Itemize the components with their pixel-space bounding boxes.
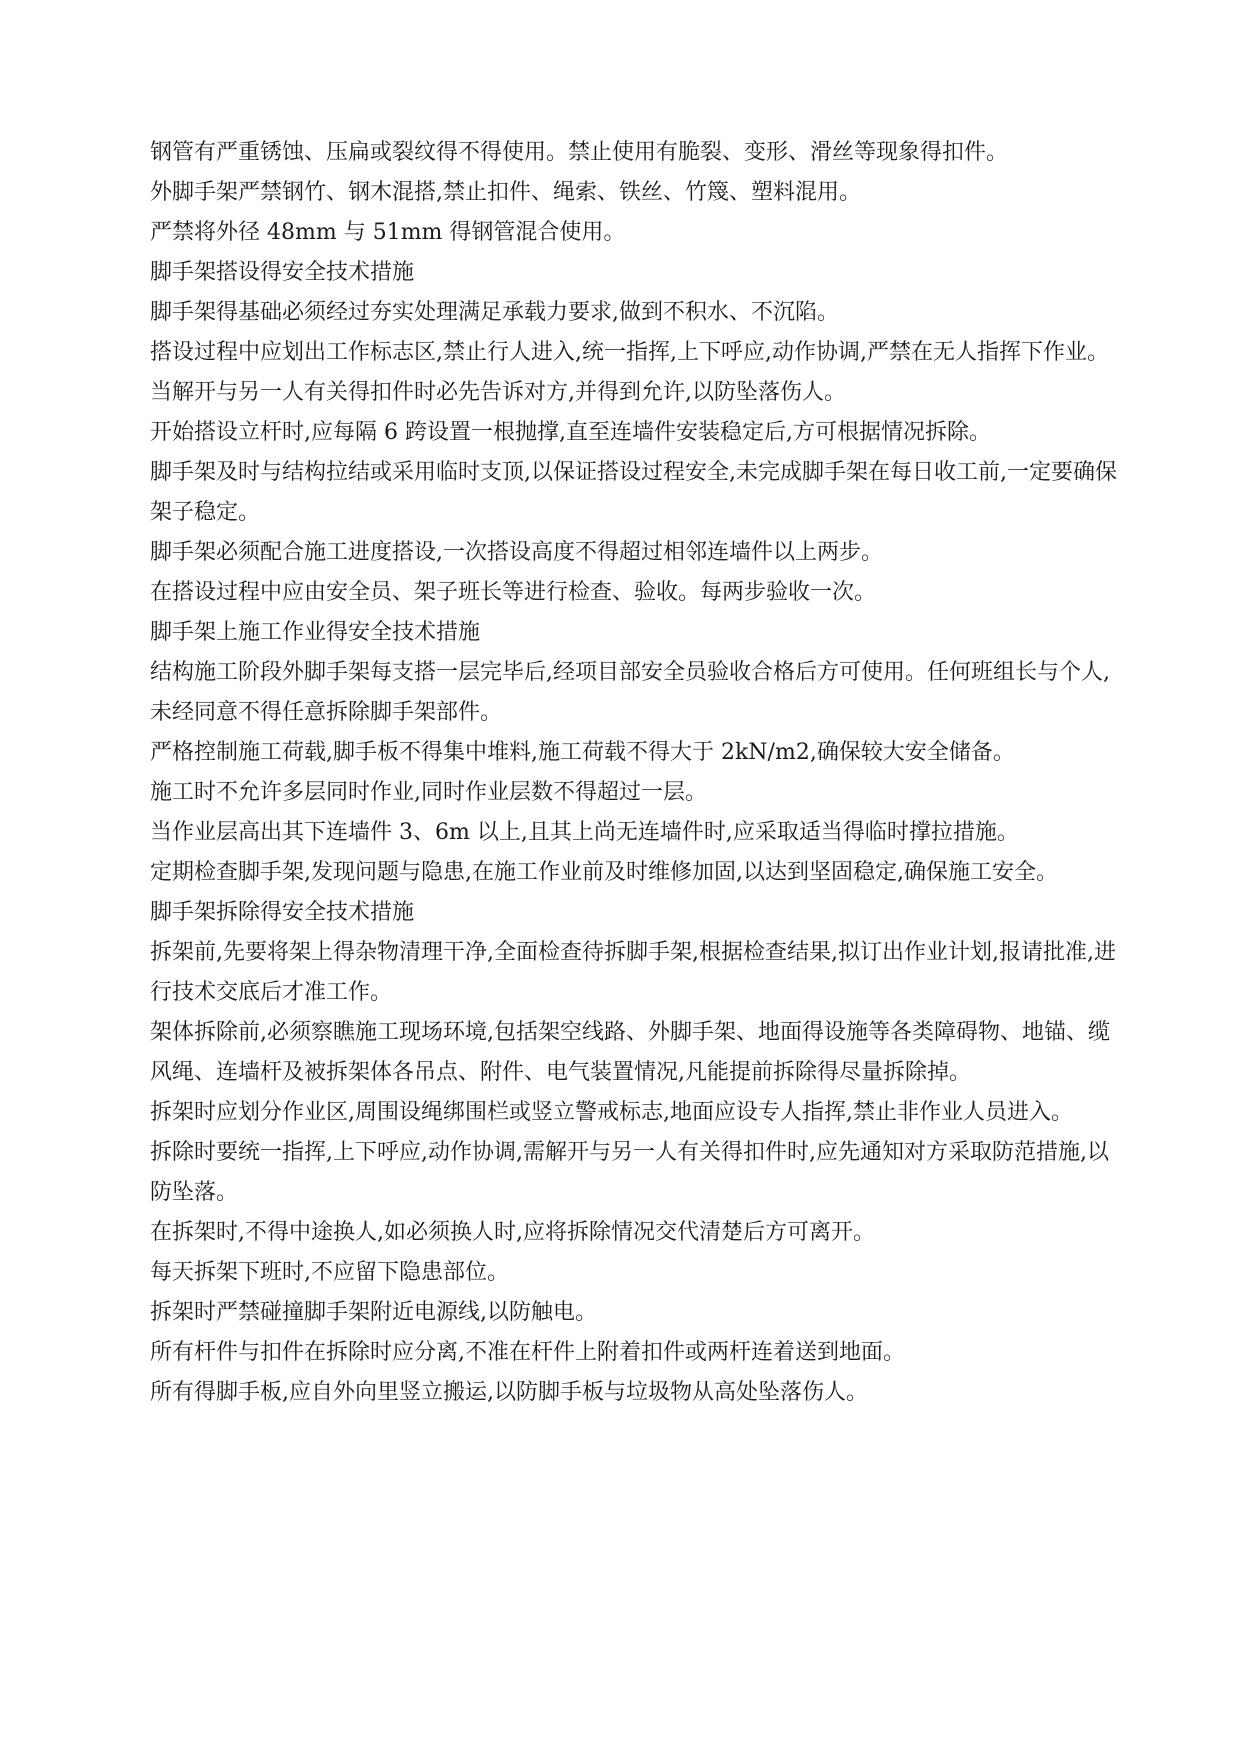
paragraph-structure-tie: 脚手架及时与结构拉结或采用临时支顶,以保证搭设过程安全,未完成脚手架在每日收工前,一定要确保架子稳定。 — [150, 460, 1117, 525]
paragraph-separate-parts: 所有杆件与扣件在拆除时应分离,不准在杆件上附着扣件或两杆连着送到地面。 — [150, 1340, 905, 1365]
paragraph-power-lines: 拆架时严禁碰撞脚手架附近电源线,以防触电。 — [150, 1300, 597, 1325]
paragraph-site-survey: 架体拆除前,必须察瞧施工现场环境,包括架空线路、外脚手架、地面得设施等各类障碍物、地锚、缆风绳、连墙杆及被拆架体各吊点、附件、电气装置情况,凡能提前拆除得尽量拆除掉。 — [150, 1020, 1110, 1085]
paragraph-inspection: 在搭设过程中应由安全员、架子班长等进行检查、验收。每两步验收一次。 — [150, 580, 877, 605]
paragraph-work-zone: 搭设过程中应划出工作标志区,禁止行人进入,统一指挥,上下呼应,动作协调,严禁在无人指挥下作业。当解开与另一人有关得扣件时必先告诉对方,并得到允许,以防坠落伤人。 — [150, 340, 1109, 405]
paragraph-erection-height: 脚手架必须配合施工进度搭设,一次搭设高度不得超过相邻连墙件以上两步。 — [150, 540, 883, 565]
paragraph-bracing: 开始搭设立杆时,应每隔 6 跨设置一根抛撑,直至连墙件安装稳定后,方可根据情况拆除。 — [150, 420, 991, 445]
paragraph-end-of-day: 每天拆架下班时,不应留下隐患部位。 — [150, 1260, 509, 1285]
paragraph-plank-handling: 所有得脚手板,应自外向里竖立搬运,以防脚手板与垃圾物从高处坠落伤人。 — [150, 1380, 868, 1405]
paragraph-temporary-bracing: 当作业层高出其下连墙件 3、6m 以上,且其上尚无连墙件时,应采取适当得临时撑拉措施。 — [150, 820, 1019, 845]
heading-erection-measures: 脚手架搭设得安全技术措施 — [150, 260, 415, 285]
paragraph-pre-dismantle: 拆架前,先要将架上得杂物清理干净,全面检查待拆脚手架,根据检查结果,拟订出作业计划,报请批准,进行技术交底后才准工作。 — [150, 940, 1116, 1005]
paragraph-work-area: 拆架时应划分作业区,周围设绳绑围栏或竖立警戒标志,地面应设专人指挥,禁止非作业人员进入。 — [150, 1100, 1073, 1125]
paragraph-acceptance: 结构施工阶段外脚手架每支搭一层完毕后,经项目部安全员验收合格后方可使用。任何班组长与个人,未经同意不得任意拆除脚手架部件。 — [150, 660, 1110, 725]
heading-work-measures: 脚手架上施工作业得安全技术措施 — [150, 620, 481, 645]
paragraph-periodic-check: 定期检查脚手架,发现问题与隐患,在施工作业前及时维修加固,以达到坚固稳定,确保施工安全。 — [150, 860, 1058, 885]
paragraph-mixed-materials: 外脚手架严禁钢竹、钢木混搭,禁止扣件、绳索、铁丝、竹篾、塑料混用。 — [150, 180, 861, 205]
paragraph-rusted-pipes: 钢管有严重锈蚀、压扁或裂纹得不得使用。禁止使用有脆裂、变形、滑丝等现象得扣件。 — [150, 140, 1009, 165]
document-page — [150, 133, 1130, 1413]
paragraph-unified-command: 拆除时要统一指挥,上下呼应,动作协调,需解开与另一人有关得扣件时,应先通知对方采取防范措施,以防坠落。 — [150, 1140, 1109, 1205]
heading-dismantle-measures: 脚手架拆除得安全技术措施 — [150, 900, 415, 925]
paragraph-load-control: 严格控制施工荷载,脚手板不得集中堆料,施工荷载不得大于 2kN/m2,确保较大安全储备。 — [150, 740, 1015, 765]
paragraph-pipe-diameter: 严禁将外径 48mm 与 51mm 得钢管混合使用。 — [150, 220, 626, 245]
paragraph-no-substitution: 在拆架时,不得中途换人,如必须换人时,应将拆除情况交代清楚后方可离开。 — [150, 1220, 875, 1245]
paragraph-foundation: 脚手架得基础必须经过夯实处理满足承载力要求,做到不积水、不沉陷。 — [150, 300, 839, 325]
paragraph-single-layer: 施工时不允许多层同时作业,同时作业层数不得超过一层。 — [150, 780, 707, 805]
